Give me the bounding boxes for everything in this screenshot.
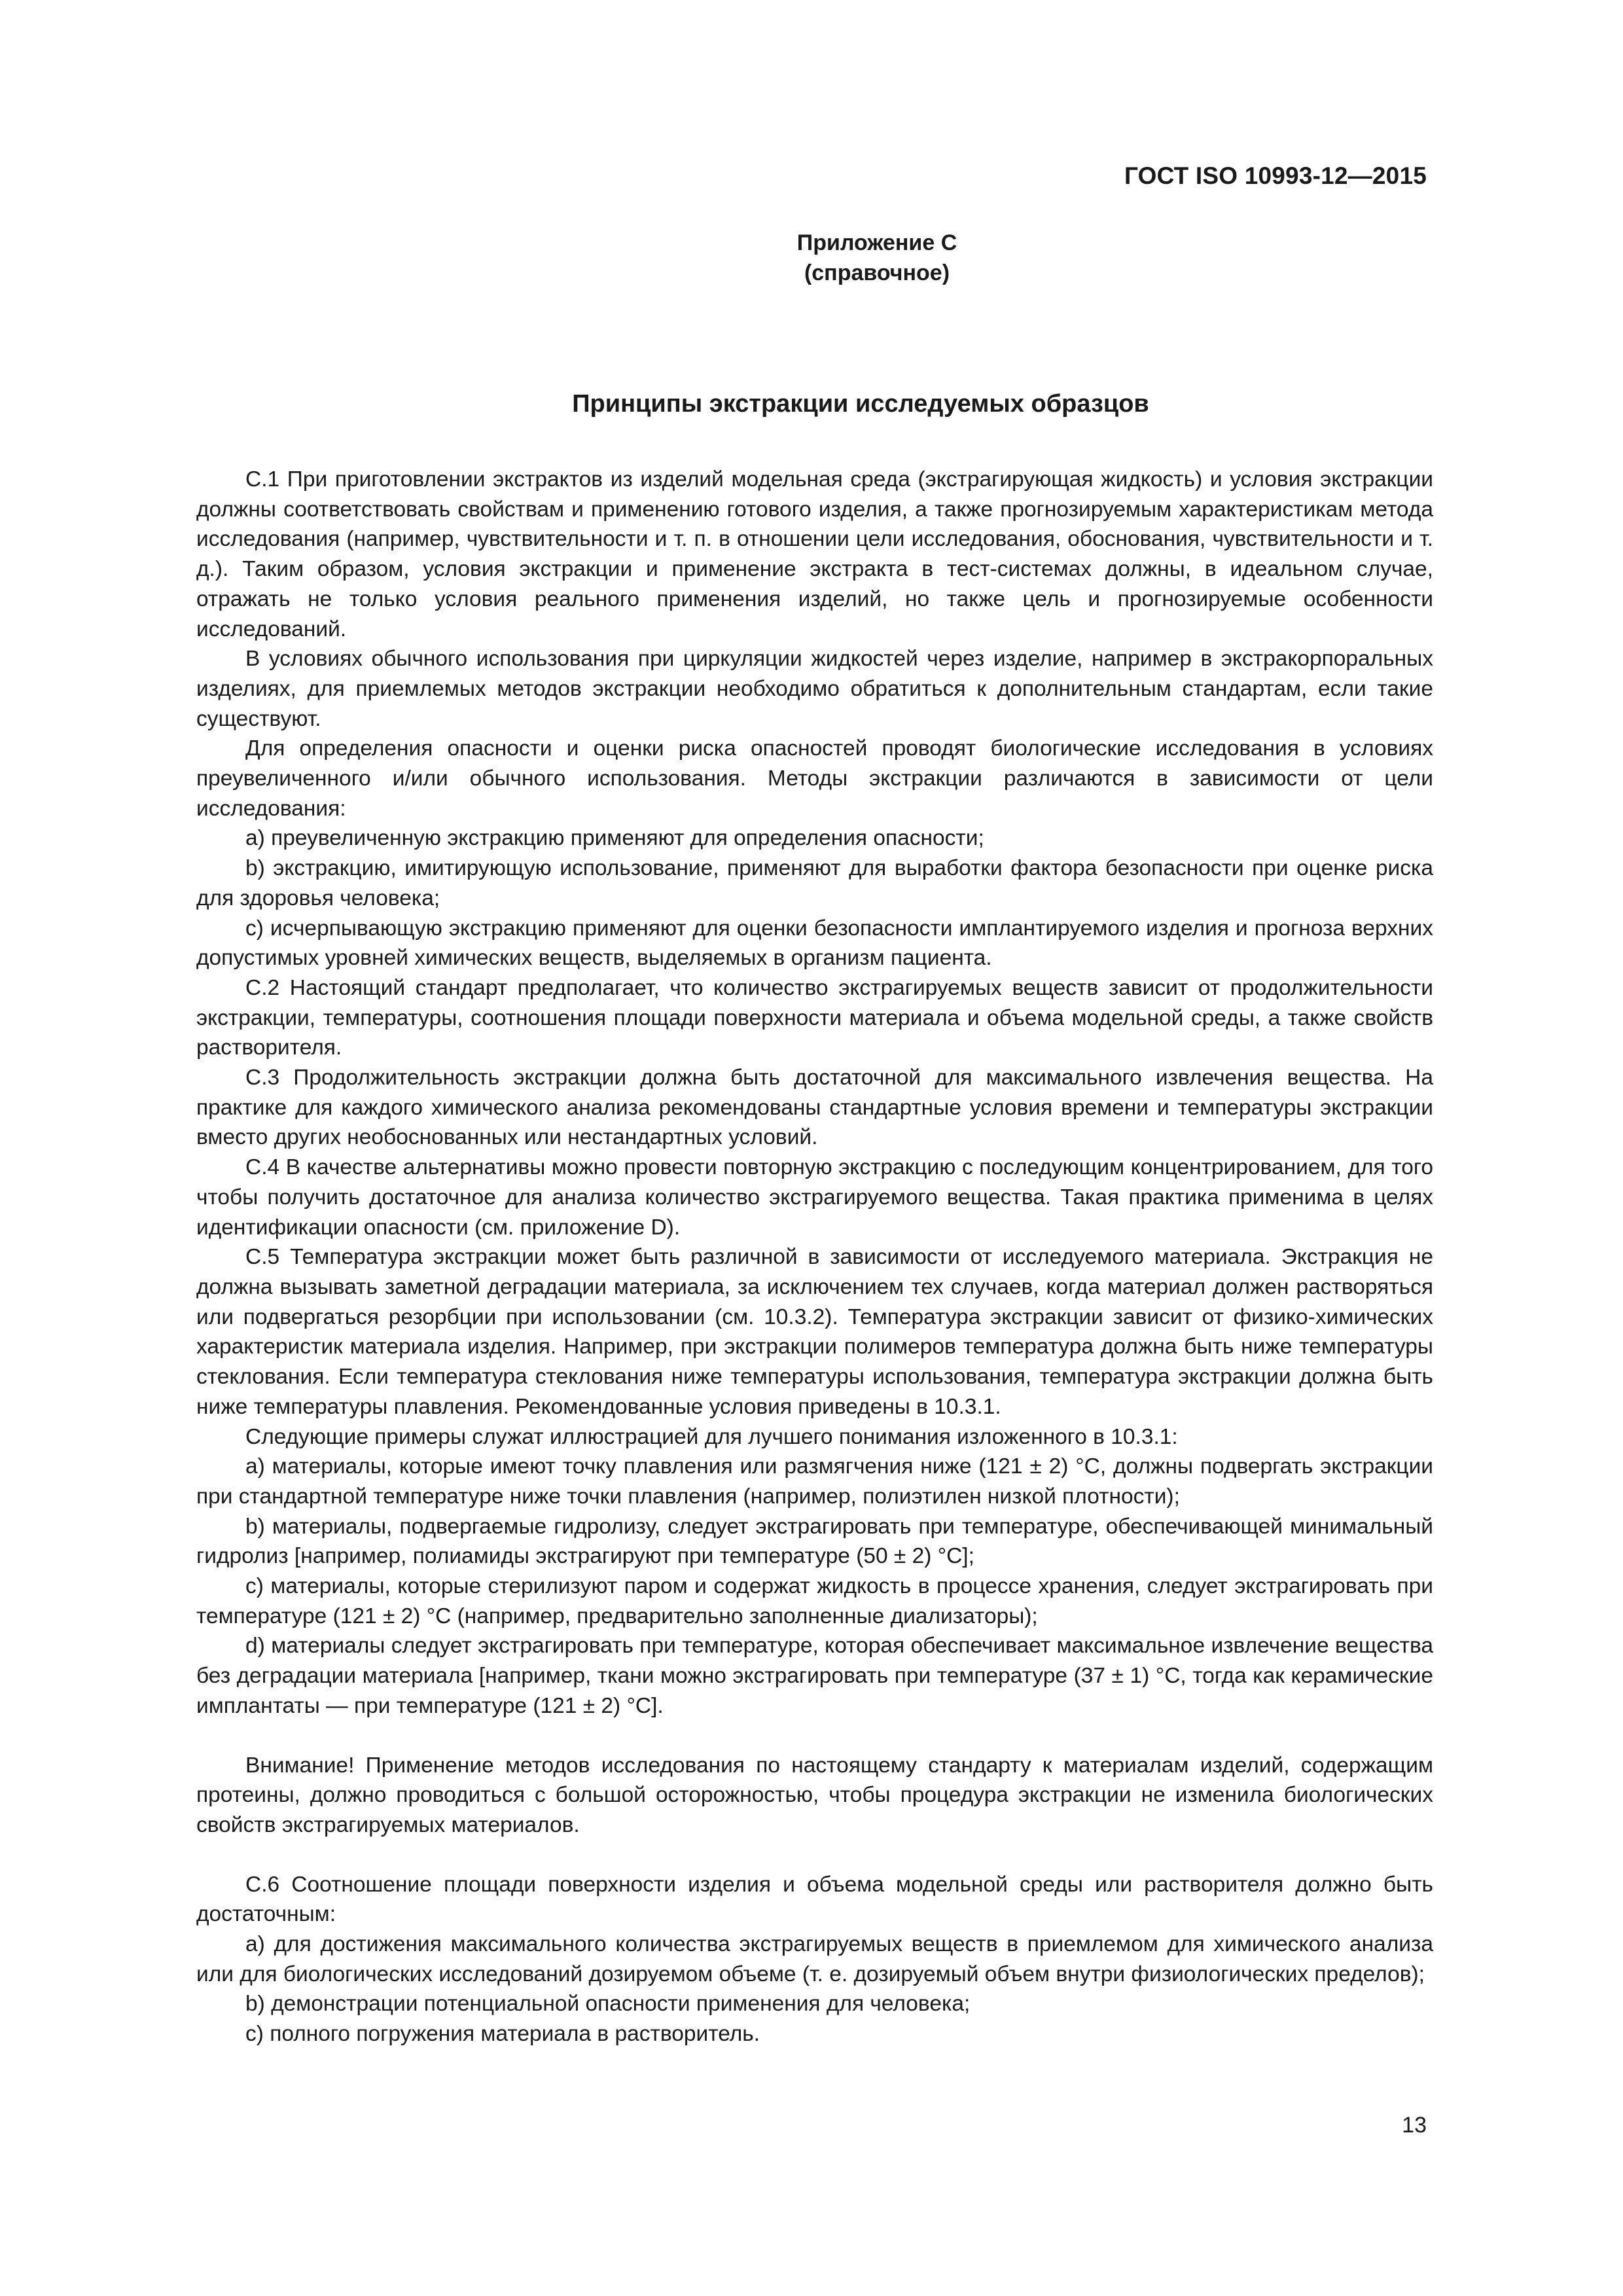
list-item: с) исчерпывающую экстракцию применяют для оценки безопасности имплантируемого изделия и прогноза верхних допустимых уровней химических веществ, выделяемых в организм пациента. [196,916,1433,971]
list-item: b) материалы, подвергаемые гидролизу, следует экстрагировать при температуре, обеспечивающей минимальный гидролиз [например, полиамиды экстрагируют при температуре (50 ± 2) °С]; [196,1514,1433,1569]
list-item: а) для достижения максимального количества экстрагируемых веществ в приемлемом для химического анализа или для биологических исследований дозируемом объеме (т. е. дозируемый объем внутри физиологических пределов); [196,1932,1433,1986]
list-item: b) демонстрации потенциальной опасности применения для человека; [245,1992,971,2017]
paragraph-c6: С.6 Соотношение площади поверхности изделия и объема модельной среды или растворителя должно быть достаточным: [196,1872,1433,1927]
annex-heading [0,228,1623,288]
page-number: 13 [1402,2113,1427,2138]
list-item: с) материалы, которые стерилизуют паром и содержат жидкость в процессе хранения, следует экстрагировать при температуре (121 ± 2) °С (например, предварительно заполненные диализаторы); [196,1574,1433,1628]
paragraph: Для определения опасности и оценки риска опасностей проводят биологические исследования в условиях преувеличенного и/или обычного использования. Методы экстракции различаются в зависимости от цели исследования: [196,736,1433,821]
warning-note: Внимание! Применение методов исследования по настоящему стандарту к материалам изделий, содержащим протеины, должно проводиться с большой осторожностью, чтобы процедура экстракции не изменила биологических свойств экстрагируемых материалов. [196,1753,1433,1837]
paragraph-c4: С.4 В качестве альтернативы можно провести повторную экстракцию с последующим концентрированием, для того чтобы получить достаточное для анализа количество экстрагируемого вещества. Такая практика применима в целях идентификации опасности (см. приложение D). [196,1155,1433,1240]
list-item: b) экстракцию, имитирующую использование, применяют для выработки фактора безопасности при оценке риска для здоровья человека; [196,856,1433,910]
list-item: d) материалы следует экстрагировать при температуре, которая обеспечивает максимальное извлечение вещества без деградации материала [например, ткани можно экстрагировать при температуре (37 ± 1) °С, тогда как керамические имплантаты — при температуре (121 ± 2) °С]. [196,1634,1433,1718]
standard-number: ГОСТ ISO 10993-12—2015 [1124,162,1427,189]
list-item: с) полного погружения материала в растворитель. [245,2022,760,2047]
paragraph-c2: С.2 Настоящий стандарт предполагает, что количество экстрагируемых веществ зависит от продолжительности экстракции, температуры, соотношения площади поверхности материала и объема модельной среды, а также свойств растворителя. [196,975,1433,1060]
list-item: а) материалы, которые имеют точку плавления или размягчения ниже (121 ± 2) °С, должны подвергать экстракции при стандартной температуре ниже точки плавления (например, полиэтилен низкой плотности); [196,1454,1433,1509]
list-item: а) преувеличенную экстракцию применяют для определения опасности; [245,826,984,851]
section-title [0,390,1623,418]
annex-title: Приложение С [796,230,957,255]
annex-status: (справочное) [804,260,950,285]
document-body [196,465,1433,2049]
section-title-text: Принципы экстракции исследуемых образцов [572,390,1149,418]
paragraph-c3: С.3 Продолжительность экстракции должна быть достаточной для максимального извлечения вещества. На практике для каждого химического анализа рекомендованы стандартные условия времени и температуры экстракции вместо других необоснованных или нестандартных условий. [196,1066,1433,1150]
paragraph-c1: С.1 При приготовлении экстрактов из изделий модельная среда (экстрагирующая жидкость) и условия экстракции должны соответствовать свойствам и применению готового изделия, а также прогнозируемым характеристикам метода исследования (например, чувствительности и т. п. в отношении цели исследования, обоснования, чувствительности и т. д.). Таким образом, условия экстракции и применение экстракта в тест-системах должны, в идеальном случае, отражать не только условия реального применения изделий, но также цель и прогнозируемые особенности исследований. [196,467,1433,641]
paragraph-c5: С.5 Температура экстракции может быть различной в зависимости от исследуемого материала. Экстракция не должна вызывать заметной деградации материала, за исключением тех случаев, когда материал должен растворяться или подвергаться резорбции при использовании (см. 10.3.2). Температура экстракции зависит от физико-химических характеристик материала изделия. Например, при экстракции полимеров температура должна быть ниже температуры стеклования. Если температура стеклования ниже температуры использования, температура экстракции должна быть ниже температуры плавления. Рекомендованные условия приведены в 10.3.1. [196,1245,1433,1419]
paragraph: В условиях обычного использования при циркуляции жидкостей через изделие, например в экстракорпоральных изделиях, для приемлемых методов экстракции необходимо обратиться к дополнительным стандартам, если такие существуют. [196,647,1433,731]
paragraph: Следующие примеры служат иллюстрацией для лучшего понимания изложенного в 10.3.1: [245,1424,1178,1449]
